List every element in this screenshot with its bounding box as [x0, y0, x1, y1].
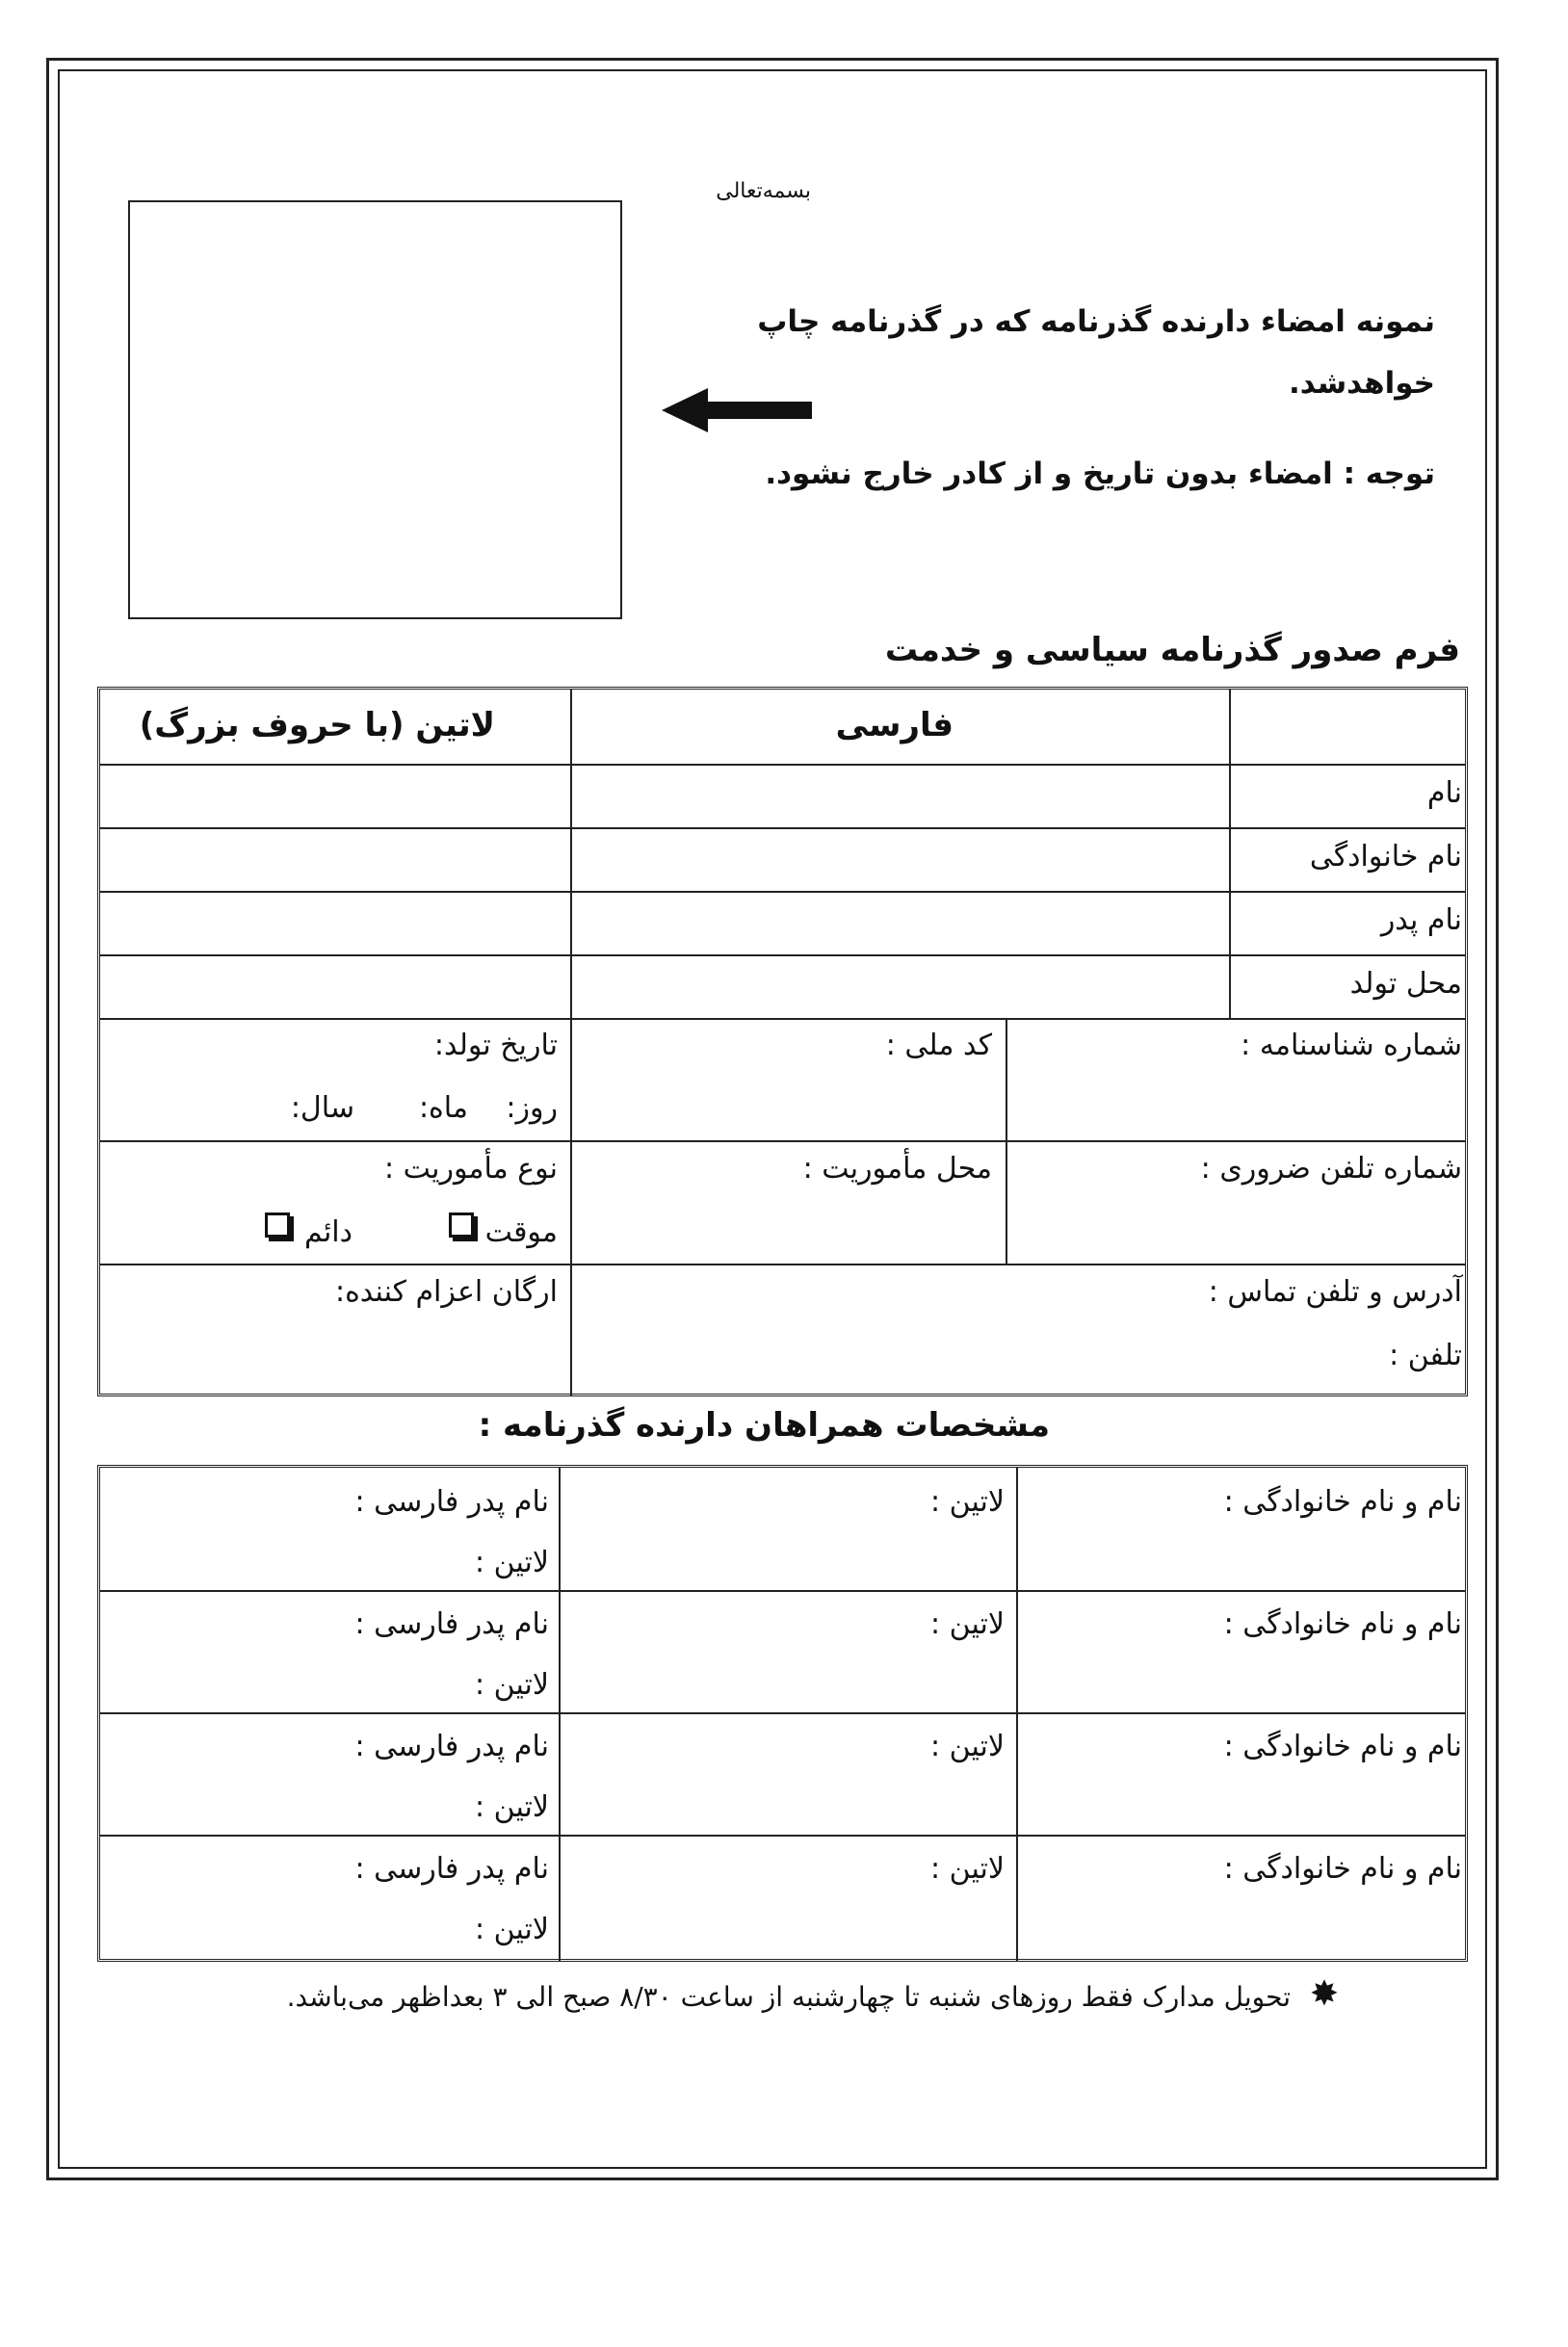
signature-instruction-line1: نمونه امضاء دارنده گذرنامه که در گذرنامه چاپ: [757, 304, 1435, 339]
mission-type-label: نوع مأموریت :: [384, 1152, 558, 1186]
row-label-first-name: نام: [1426, 776, 1462, 810]
birth-month-label: ماه:: [418, 1091, 468, 1125]
national-code-label: کد ملی :: [885, 1029, 992, 1062]
mission-temporary-checkbox[interactable]: [449, 1213, 474, 1238]
companion-4-name-label: نام و نام خانوادگی :: [1223, 1852, 1462, 1886]
contact-phone-label: تلفن :: [1389, 1339, 1462, 1372]
companion-4-latin-label: لاتین :: [930, 1852, 1005, 1886]
companion-1-father-label: نام پدر فارسی :: [354, 1485, 549, 1519]
star-icon: ✸: [1309, 1974, 1339, 2014]
mission-type-temporary-label: موقت: [484, 1215, 558, 1249]
dispatching-organization-label: ارگان اعزام کننده:: [334, 1275, 558, 1309]
companion-3-name-label: نام و نام خانوادگی :: [1223, 1730, 1462, 1763]
delivery-hours-note: تحویل مدارک فقط روزهای شنبه تا چهارشنبه از ساعت ۸/۳۰ صبح الی ۳ بعداظهر می‌باشد.: [286, 1981, 1291, 2013]
row-label-birth-place: محل تولد: [1349, 967, 1462, 1001]
companion-3-latin-label: لاتین :: [930, 1730, 1005, 1763]
form-title: فرم صدور گذرنامه سیاسی و خدمت: [884, 631, 1460, 669]
companion-2-father-label: نام پدر فارسی :: [354, 1607, 549, 1641]
emergency-phone-label: شماره تلفن ضروری :: [1200, 1152, 1462, 1186]
arrow-left-icon: [662, 388, 812, 432]
mission-place-label: محل مأموریت :: [802, 1152, 992, 1186]
companion-4-father-label: نام پدر فارسی :: [354, 1852, 549, 1886]
companion-2-latin-label: لاتین :: [930, 1607, 1005, 1641]
companion-2-father-latin-label: لاتین :: [475, 1668, 549, 1702]
column-header-latin: لاتین (با حروف بزرگ): [139, 706, 495, 744]
companion-1-latin-label: لاتین :: [930, 1485, 1005, 1519]
companions-title: مشخصات همراهان دارنده گذرنامه :: [478, 1406, 1050, 1445]
signature-note: توجه : امضاء بدون تاریخ و از کادر خارج نشود.: [765, 456, 1435, 491]
birth-day-label: روز:: [506, 1091, 558, 1125]
companion-1-name-label: نام و نام خانوادگی :: [1223, 1485, 1462, 1519]
companion-3-father-label: نام پدر فارسی :: [354, 1730, 549, 1763]
basmala: بسمه‌تعالی: [716, 179, 811, 203]
companion-4-father-latin-label: لاتین :: [475, 1913, 549, 1946]
birth-certificate-number-label: شماره شناسنامه :: [1241, 1029, 1462, 1062]
companion-3-father-latin-label: لاتین :: [475, 1790, 549, 1824]
row-label-father-name: نام پدر: [1380, 903, 1462, 937]
column-header-farsi: فارسی: [835, 706, 954, 744]
birth-date-label: تاریخ تولد:: [433, 1029, 558, 1062]
companions-table: [97, 1465, 1468, 1962]
companion-2-name-label: نام و نام خانوادگی :: [1223, 1607, 1462, 1641]
signature-box[interactable]: [128, 200, 622, 619]
signature-instruction-line2: خواهدشد.: [1289, 366, 1435, 401]
contact-address-label: آدرس و تلفن تماس :: [1208, 1275, 1462, 1309]
birth-year-label: سال:: [290, 1091, 354, 1125]
mission-type-permanent-label: دائم: [303, 1215, 353, 1249]
companion-1-father-latin-label: لاتین :: [475, 1546, 549, 1579]
mission-permanent-checkbox[interactable]: [265, 1213, 290, 1238]
row-label-last-name: نام خانوادگی: [1309, 840, 1462, 874]
